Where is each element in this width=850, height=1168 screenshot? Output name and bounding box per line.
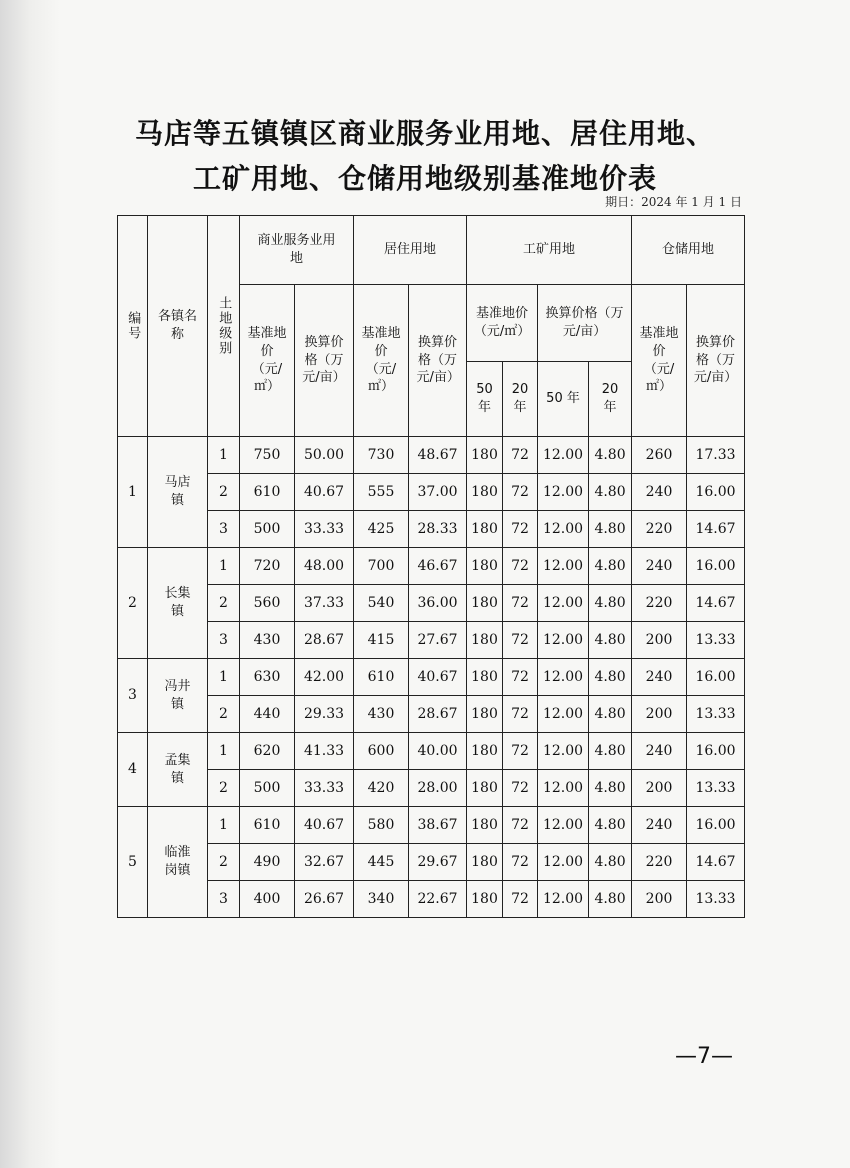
cell-i-c50: 12.00 (538, 474, 589, 511)
cell-c-conv: 37.33 (295, 585, 354, 622)
cell-r-conv: 28.00 (409, 770, 467, 807)
cell-s-base: 200 (632, 696, 687, 733)
cell-i-c50: 12.00 (538, 696, 589, 733)
header-residential: 居住用地 (354, 216, 467, 285)
cell-i-c20: 4.80 (589, 585, 632, 622)
table-row (118, 437, 745, 474)
cell-i-b20: 72 (503, 511, 538, 548)
cell-i-c50: 12.00 (538, 622, 589, 659)
cell-r-conv: 22.67 (409, 881, 467, 918)
table-row (118, 807, 745, 844)
land-level: 2 (208, 474, 240, 511)
cell-r-base: 415 (354, 622, 409, 659)
header-industrial-base: 基准地价（元/㎡） (467, 285, 538, 362)
cell-s-conv: 14.67 (687, 511, 745, 548)
cell-i-b50: 180 (467, 437, 503, 474)
header-storage: 仓储用地 (632, 216, 745, 285)
cell-r-base: 430 (354, 696, 409, 733)
cell-i-c50: 12.00 (538, 844, 589, 881)
cell-r-base: 540 (354, 585, 409, 622)
cell-s-base: 200 (632, 881, 687, 918)
cell-i-b20: 72 (503, 548, 538, 585)
table-row (118, 844, 745, 881)
cell-s-conv: 16.00 (687, 659, 745, 696)
cell-c-base: 440 (240, 696, 295, 733)
cell-i-b20: 72 (503, 474, 538, 511)
cell-r-conv: 40.00 (409, 733, 467, 770)
header-storage-base: 基准地价（元/㎡） (632, 285, 687, 437)
header-commercial-conv: 换算价格（万元/亩） (295, 285, 354, 437)
header-commercial: 商业服务业用地 (240, 216, 354, 285)
page-number: —7— (675, 1044, 733, 1069)
cell-c-conv: 40.67 (295, 807, 354, 844)
cell-i-c20: 4.80 (589, 696, 632, 733)
cell-r-base: 730 (354, 437, 409, 474)
cell-c-base: 500 (240, 511, 295, 548)
cell-c-base: 430 (240, 622, 295, 659)
cell-r-base: 340 (354, 881, 409, 918)
cell-i-b50: 180 (467, 622, 503, 659)
town-number: 4 (118, 733, 148, 807)
cell-i-b50: 180 (467, 844, 503, 881)
cell-s-conv: 16.00 (687, 807, 745, 844)
cell-i-c20: 4.80 (589, 437, 632, 474)
land-level: 3 (208, 622, 240, 659)
cell-i-b50: 180 (467, 696, 503, 733)
land-level: 1 (208, 548, 240, 585)
cell-i-b20: 72 (503, 585, 538, 622)
cell-s-base: 240 (632, 659, 687, 696)
cell-c-conv: 33.33 (295, 770, 354, 807)
cell-i-b50: 180 (467, 548, 503, 585)
cell-i-c20: 4.80 (589, 659, 632, 696)
date-label: 期日：2024 年 1 月 1 日 (605, 195, 742, 209)
cell-s-conv: 16.00 (687, 548, 745, 585)
cell-c-conv: 50.00 (295, 437, 354, 474)
cell-r-conv: 40.67 (409, 659, 467, 696)
header-level: 土地级别 (208, 216, 240, 437)
cell-c-base: 610 (240, 807, 295, 844)
cell-i-c20: 4.80 (589, 622, 632, 659)
cell-c-conv: 42.00 (295, 659, 354, 696)
cell-r-conv: 27.67 (409, 622, 467, 659)
land-level: 3 (208, 511, 240, 548)
cell-i-b50: 180 (467, 807, 503, 844)
cell-c-base: 630 (240, 659, 295, 696)
town-name: 临淮岗镇 (148, 807, 208, 918)
cell-i-b50: 180 (467, 585, 503, 622)
cell-s-conv: 16.00 (687, 474, 745, 511)
cell-r-base: 555 (354, 474, 409, 511)
cell-s-base: 220 (632, 844, 687, 881)
cell-i-c50: 12.00 (538, 881, 589, 918)
town-number: 1 (118, 437, 148, 548)
header-industrial-conv: 换算价格（万元/亩） (538, 285, 632, 362)
cell-s-base: 200 (632, 622, 687, 659)
table-row (118, 659, 745, 696)
cell-r-base: 425 (354, 511, 409, 548)
cell-i-c20: 4.80 (589, 474, 632, 511)
cell-s-base: 220 (632, 511, 687, 548)
cell-r-conv: 48.67 (409, 437, 467, 474)
cell-i-b50: 180 (467, 881, 503, 918)
cell-c-conv: 32.67 (295, 844, 354, 881)
town-name: 冯井镇 (148, 659, 208, 733)
land-level: 1 (208, 437, 240, 474)
header-storage-conv: 换算价格（万元/亩） (687, 285, 745, 437)
cell-r-conv: 46.67 (409, 548, 467, 585)
header-industrial: 工矿用地 (467, 216, 632, 285)
cell-c-conv: 26.67 (295, 881, 354, 918)
cell-i-c50: 12.00 (538, 733, 589, 770)
cell-r-base: 445 (354, 844, 409, 881)
header-town: 各镇名称 (148, 216, 208, 437)
table-row (118, 622, 745, 659)
cell-i-b20: 72 (503, 437, 538, 474)
header-ind-conv-50: 50 年 (538, 362, 589, 437)
cell-c-base: 610 (240, 474, 295, 511)
table-row (118, 585, 745, 622)
title-line-1: 马店等五镇镇区商业服务业用地、居住用地、 (134, 117, 715, 150)
land-level: 1 (208, 807, 240, 844)
land-level: 1 (208, 659, 240, 696)
cell-i-c20: 4.80 (589, 733, 632, 770)
cell-i-b20: 72 (503, 844, 538, 881)
town-name: 孟集镇 (148, 733, 208, 807)
table-row (118, 770, 745, 807)
header-ind-conv-20: 20年 (589, 362, 632, 437)
table-row (118, 881, 745, 918)
cell-r-conv: 36.00 (409, 585, 467, 622)
town-number: 5 (118, 807, 148, 918)
cell-i-b20: 72 (503, 622, 538, 659)
cell-r-base: 580 (354, 807, 409, 844)
header-ind-base-20: 20年 (503, 362, 538, 437)
table-body (118, 437, 745, 918)
cell-r-conv: 28.67 (409, 696, 467, 733)
table-row (118, 696, 745, 733)
header-ind-base-50: 50年 (467, 362, 503, 437)
land-level: 2 (208, 696, 240, 733)
cell-r-base: 700 (354, 548, 409, 585)
cell-c-conv: 29.33 (295, 696, 354, 733)
cell-r-base: 610 (354, 659, 409, 696)
table-row (118, 511, 745, 548)
cell-i-c20: 4.80 (589, 770, 632, 807)
cell-r-base: 420 (354, 770, 409, 807)
cell-s-conv: 17.33 (687, 437, 745, 474)
cell-r-conv: 38.67 (409, 807, 467, 844)
cell-i-c20: 4.80 (589, 548, 632, 585)
cell-i-b50: 180 (467, 770, 503, 807)
cell-s-base: 260 (632, 437, 687, 474)
cell-c-base: 720 (240, 548, 295, 585)
cell-i-c20: 4.80 (589, 511, 632, 548)
cell-i-b50: 180 (467, 474, 503, 511)
header-no: 编号 (118, 216, 148, 437)
cell-c-base: 560 (240, 585, 295, 622)
cell-c-conv: 41.33 (295, 733, 354, 770)
town-number: 3 (118, 659, 148, 733)
cell-s-conv: 13.33 (687, 696, 745, 733)
cell-i-c50: 12.00 (538, 659, 589, 696)
price-table (117, 215, 745, 918)
cell-i-c20: 4.80 (589, 807, 632, 844)
header-commercial-base: 基准地价（元/㎡） (240, 285, 295, 437)
cell-i-c20: 4.80 (589, 844, 632, 881)
table-row (118, 548, 745, 585)
cell-r-base: 600 (354, 733, 409, 770)
land-level: 3 (208, 881, 240, 918)
town-number: 2 (118, 548, 148, 659)
table-row (118, 474, 745, 511)
cell-i-b50: 180 (467, 659, 503, 696)
cell-s-base: 240 (632, 548, 687, 585)
cell-s-base: 240 (632, 807, 687, 844)
cell-i-c50: 12.00 (538, 585, 589, 622)
cell-i-c20: 4.80 (589, 881, 632, 918)
cell-c-base: 620 (240, 733, 295, 770)
cell-i-c50: 12.00 (538, 770, 589, 807)
land-level: 2 (208, 770, 240, 807)
cell-i-b20: 72 (503, 659, 538, 696)
cell-i-b20: 72 (503, 696, 538, 733)
cell-c-conv: 48.00 (295, 548, 354, 585)
town-name: 长集镇 (148, 548, 208, 659)
cell-s-base: 240 (632, 474, 687, 511)
header-residential-conv: 换算价格（万元/亩） (409, 285, 467, 437)
land-level: 1 (208, 733, 240, 770)
cell-i-c50: 12.00 (538, 548, 589, 585)
cell-i-b20: 72 (503, 807, 538, 844)
header-residential-base: 基准地价（元/㎡） (354, 285, 409, 437)
cell-s-base: 200 (632, 770, 687, 807)
cell-r-conv: 29.67 (409, 844, 467, 881)
cell-i-c50: 12.00 (538, 437, 589, 474)
cell-c-base: 750 (240, 437, 295, 474)
cell-s-conv: 13.33 (687, 770, 745, 807)
cell-i-b50: 180 (467, 511, 503, 548)
cell-c-conv: 40.67 (295, 474, 354, 511)
cell-i-c50: 12.00 (538, 511, 589, 548)
cell-c-base: 490 (240, 844, 295, 881)
cell-r-conv: 37.00 (409, 474, 467, 511)
cell-i-b50: 180 (467, 733, 503, 770)
cell-s-conv: 14.67 (687, 585, 745, 622)
cell-c-base: 500 (240, 770, 295, 807)
cell-s-conv: 13.33 (687, 622, 745, 659)
town-name: 马店镇 (148, 437, 208, 548)
cell-i-c50: 12.00 (538, 807, 589, 844)
cell-s-conv: 13.33 (687, 881, 745, 918)
cell-i-b20: 72 (503, 733, 538, 770)
land-level: 2 (208, 585, 240, 622)
land-level: 2 (208, 844, 240, 881)
cell-s-conv: 14.67 (687, 844, 745, 881)
cell-i-b20: 72 (503, 770, 538, 807)
title-line-2: 工矿用地、仓储用地级别基准地价表 (192, 162, 657, 195)
cell-c-base: 400 (240, 881, 295, 918)
table-row (118, 733, 745, 770)
cell-r-conv: 28.33 (409, 511, 467, 548)
cell-s-base: 240 (632, 733, 687, 770)
cell-c-conv: 28.67 (295, 622, 354, 659)
cell-i-b20: 72 (503, 881, 538, 918)
cell-s-conv: 16.00 (687, 733, 745, 770)
cell-s-base: 220 (632, 585, 687, 622)
cell-c-conv: 33.33 (295, 511, 354, 548)
